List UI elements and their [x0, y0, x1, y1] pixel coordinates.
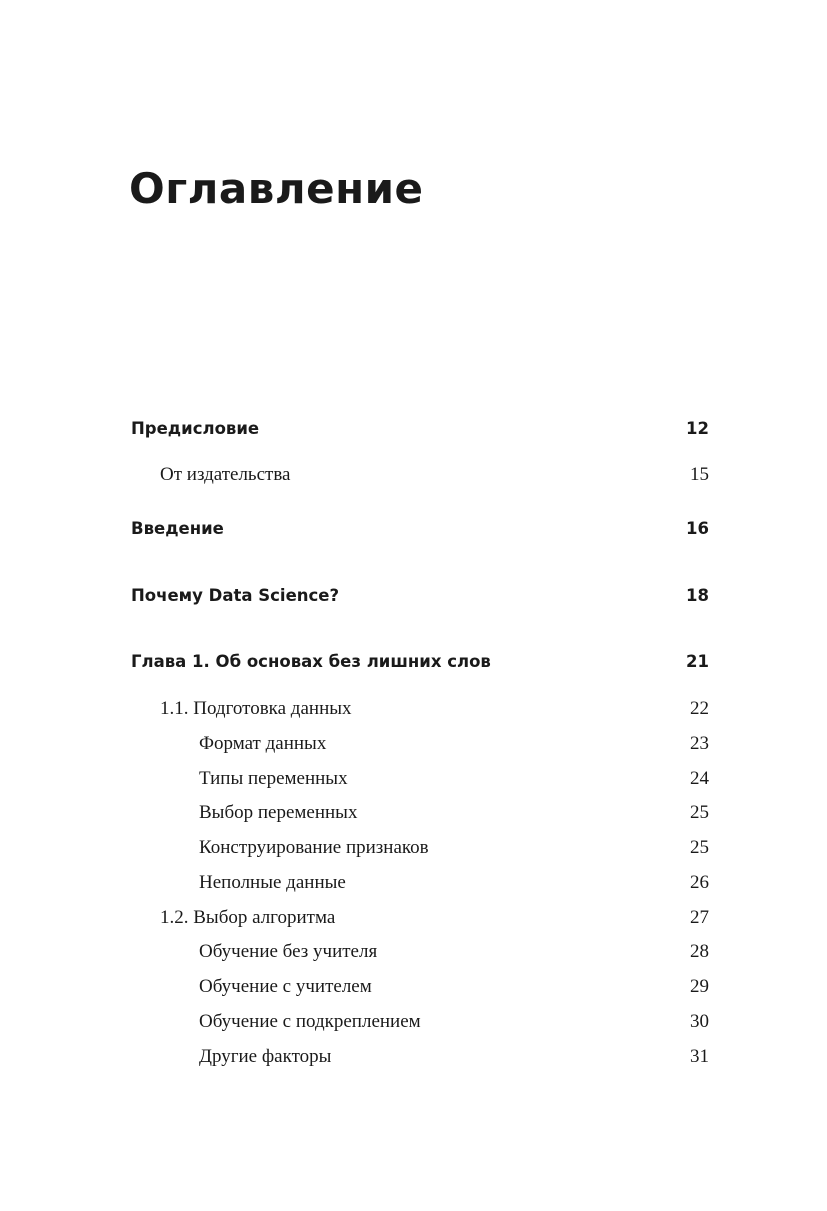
toc-entry-label: Обучение с подкреплением — [199, 1011, 421, 1032]
toc-entry-label: 1.1. Подготовка данных — [160, 698, 352, 719]
toc-entry-label: Типы переменных — [199, 768, 348, 789]
toc-entry-label: Почему Data Science? — [131, 586, 340, 605]
toc-entry-label: Неполные данные — [199, 872, 346, 893]
toc-entry[interactable] — [131, 418, 709, 440]
toc-entry-label: Предисловие — [131, 419, 260, 438]
toc-entry[interactable] — [199, 1045, 709, 1069]
toc-entry-label: Формат данных — [199, 733, 327, 754]
toc-entry[interactable] — [131, 651, 709, 673]
toc-entry[interactable] — [160, 906, 709, 930]
toc-entry-page: 12 — [686, 419, 709, 438]
toc-entry-label: Глава 1. Об основах без лишних слов — [131, 652, 491, 671]
toc-entry-label: Конструирование признаков — [199, 837, 429, 858]
toc-entry[interactable] — [131, 518, 709, 540]
toc-entry-label: Введение — [131, 519, 224, 538]
toc-entry[interactable] — [199, 767, 709, 791]
toc-entry-page: 28 — [690, 941, 709, 962]
toc-entry-label: Другие факторы — [199, 1046, 332, 1067]
toc-entry-page: 25 — [690, 837, 709, 858]
toc-entry[interactable] — [199, 1010, 709, 1034]
toc-entry-page: 24 — [690, 768, 709, 789]
toc-entry[interactable] — [199, 732, 709, 756]
page-title: Оглавление — [129, 164, 424, 213]
toc-entry-page: 29 — [690, 976, 709, 997]
toc-entry-label: От издательства — [160, 464, 291, 485]
toc-entry[interactable] — [199, 975, 709, 999]
toc-entry-label: Обучение с учителем — [199, 976, 372, 997]
toc-entry[interactable] — [199, 871, 709, 895]
toc-entry-page: 15 — [690, 464, 709, 485]
toc-entry-page: 16 — [686, 519, 709, 538]
toc-entry[interactable] — [199, 836, 709, 860]
toc-entry-label: Обучение без учителя — [199, 941, 378, 962]
toc-entry-page: 23 — [690, 733, 709, 754]
toc-entry-page: 26 — [690, 872, 709, 893]
toc-entry-page: 25 — [690, 802, 709, 823]
toc-entry-page: 22 — [690, 698, 709, 719]
toc-entry[interactable] — [160, 697, 709, 721]
toc-entry-page: 30 — [690, 1011, 709, 1032]
toc-entry[interactable] — [131, 585, 709, 607]
toc-entry-label: 1.2. Выбор алгоритма — [160, 907, 336, 928]
toc-entry-label: Выбор переменных — [199, 802, 358, 823]
toc-entry-page: 27 — [690, 907, 709, 928]
toc-entry-page: 31 — [690, 1046, 709, 1067]
toc-entry[interactable] — [199, 940, 709, 964]
toc-entry[interactable] — [160, 463, 709, 487]
toc-entry[interactable] — [199, 801, 709, 825]
toc-entry-page: 21 — [686, 652, 709, 671]
toc-entry-page: 18 — [686, 586, 709, 605]
